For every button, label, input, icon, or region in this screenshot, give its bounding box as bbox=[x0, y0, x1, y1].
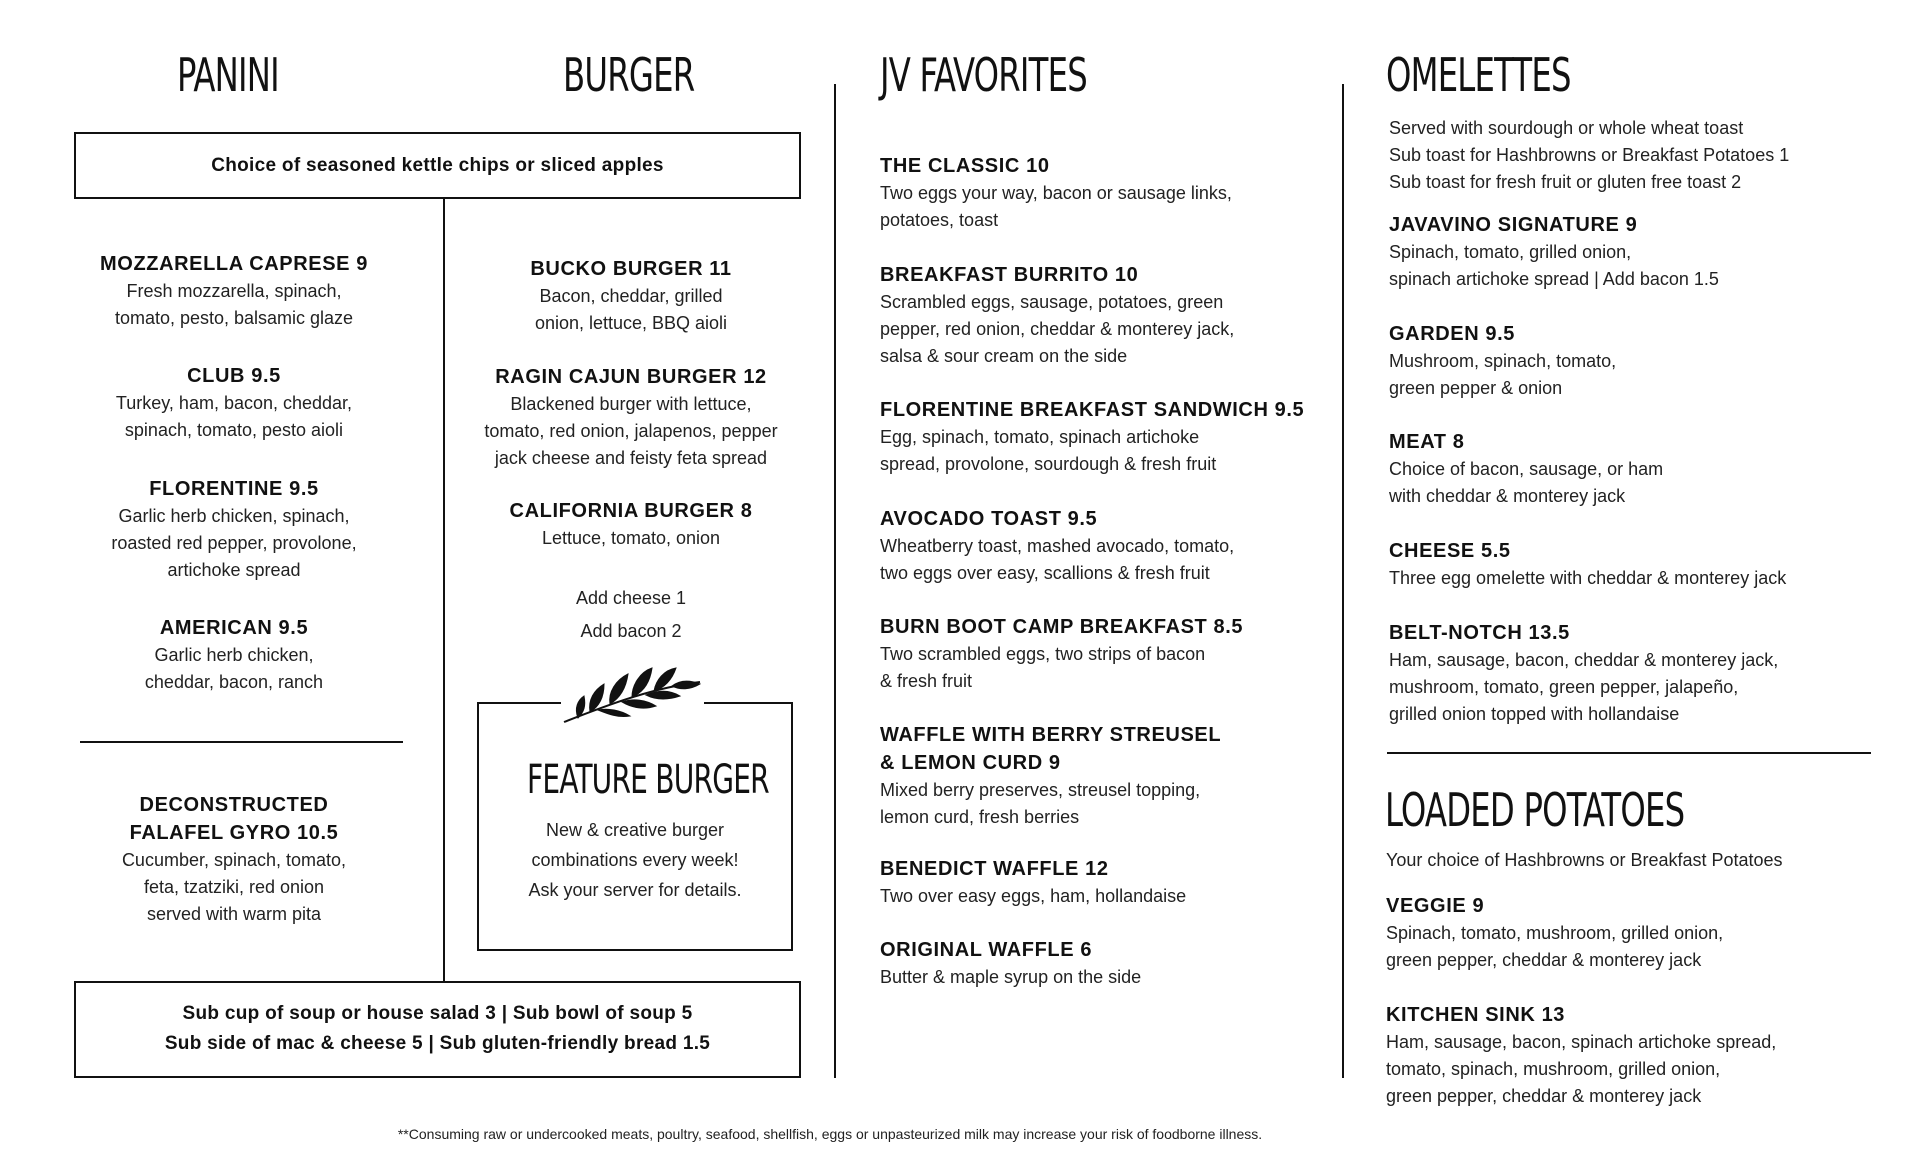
item-desc: Scrambled eggs, sausage, potatoes, green bbox=[880, 292, 1224, 312]
item-desc: served with warm pita bbox=[146, 904, 322, 924]
omelettes-title: OMELETTES bbox=[1386, 48, 1571, 102]
item-name: MOZZARELLA CAPRESE 9 bbox=[100, 253, 368, 275]
feature-line: combinations every week! bbox=[531, 850, 739, 870]
subs-line-1: Sub cup of soup or house salad 3 | Sub bowl of soup 5 bbox=[182, 1003, 693, 1024]
intro-line: Sub toast for Hashbrowns or Breakfast Potatoes 1 bbox=[1389, 145, 1790, 165]
item-desc: Turkey, ham, bacon, cheddar, bbox=[115, 393, 353, 413]
menu-item-american bbox=[74, 614, 394, 696]
menu-item-veggie bbox=[1386, 892, 1886, 974]
item-name: THE CLASSIC 10 bbox=[880, 155, 1050, 177]
item-desc: Two eggs your way, bacon or sausage links, bbox=[880, 183, 1232, 203]
item-name: FLORENTINE BREAKFAST SANDWICH 9.5 bbox=[880, 399, 1305, 421]
menu-item-garden bbox=[1389, 320, 1889, 402]
item-desc: Ham, sausage, bacon, spinach artichoke spread, bbox=[1386, 1032, 1777, 1052]
item-name: AVOCADO TOAST 9.5 bbox=[880, 508, 1098, 530]
item-name: WAFFLE WITH BERRY STREUSEL bbox=[880, 724, 1222, 746]
menu-item-belt-notch bbox=[1389, 619, 1889, 728]
menu-item-club bbox=[74, 362, 394, 444]
item-desc: grilled onion topped with hollandaise bbox=[1389, 704, 1680, 724]
menu-item-the-classic bbox=[880, 152, 1320, 234]
item-desc: Spinach, tomato, mushroom, grilled onion, bbox=[1386, 923, 1724, 943]
item-name: CLUB 9.5 bbox=[187, 365, 281, 387]
addon-bacon: Add bacon 2 bbox=[580, 621, 682, 641]
favorites-title: JV FAVORITES bbox=[880, 48, 1087, 102]
menu-item-cheese bbox=[1389, 537, 1889, 592]
item-name: RAGIN CAJUN BURGER 12 bbox=[495, 366, 767, 388]
item-desc: onion, lettuce, BBQ aioli bbox=[534, 313, 728, 333]
item-desc: Ham, sausage, bacon, cheddar & monterey jack, bbox=[1389, 650, 1779, 670]
item-desc: Garlic herb chicken, spinach, bbox=[118, 506, 350, 526]
menu-item-falafel-gyro bbox=[74, 791, 394, 928]
item-desc: tomato, spinach, mushroom, grilled onion, bbox=[1386, 1059, 1721, 1079]
burger-title: BURGER bbox=[563, 48, 695, 102]
omelettes-divider bbox=[1387, 752, 1871, 754]
item-name: CALIFORNIA BURGER 8 bbox=[509, 500, 753, 522]
feature-line: Ask your server for details. bbox=[528, 880, 742, 900]
sides-note: Choice of seasoned kettle chips or sliced apples bbox=[211, 155, 664, 176]
addon-cheese: Add cheese 1 bbox=[575, 588, 687, 608]
feature-burger-title: FEATURE BURGER bbox=[527, 757, 769, 803]
item-desc: spinach artichoke spread | Add bacon 1.5 bbox=[1389, 269, 1719, 289]
feature-box-top-right bbox=[704, 702, 793, 704]
feature-box-top-left bbox=[477, 702, 561, 704]
item-desc: tomato, red onion, jalapenos, pepper bbox=[484, 421, 778, 441]
sides-note-box bbox=[74, 132, 801, 199]
item-desc: two eggs over easy, scallions & fresh fruit bbox=[880, 563, 1210, 583]
item-desc: cheddar, bacon, ranch bbox=[144, 672, 324, 692]
column-divider-left bbox=[834, 84, 836, 1078]
burger-addons bbox=[446, 582, 816, 648]
menu-item-ragin-cajun-burger bbox=[446, 363, 816, 472]
column-divider-right bbox=[1342, 84, 1344, 1078]
item-desc: pepper, red onion, cheddar & monterey jack, bbox=[880, 319, 1235, 339]
item-desc: Wheatberry toast, mashed avocado, tomato, bbox=[880, 536, 1235, 556]
item-desc: potatoes, toast bbox=[880, 210, 999, 230]
item-name: BUCKO BURGER 11 bbox=[530, 258, 732, 280]
item-desc: Egg, spinach, tomato, spinach artichoke bbox=[880, 427, 1200, 447]
menu-item-california-burger bbox=[446, 497, 816, 552]
item-desc: roasted red pepper, provolone, bbox=[111, 533, 357, 553]
item-desc: salsa & sour cream on the side bbox=[880, 346, 1128, 366]
leaf-branch-icon bbox=[560, 660, 704, 730]
subs-box bbox=[74, 981, 801, 1078]
item-name: JAVAVINO SIGNATURE 9 bbox=[1389, 214, 1638, 236]
item-name: & LEMON CURD 9 bbox=[880, 752, 1061, 774]
intro-line: Served with sourdough or whole wheat toast bbox=[1389, 118, 1744, 138]
item-desc: lemon curd, fresh berries bbox=[880, 807, 1080, 827]
item-desc: green pepper & onion bbox=[1389, 378, 1563, 398]
item-desc: spinach, tomato, pesto aioli bbox=[124, 420, 344, 440]
feature-burger-desc bbox=[477, 815, 793, 905]
omelettes-intro bbox=[1389, 115, 1889, 196]
item-name: GARDEN 9.5 bbox=[1389, 323, 1516, 345]
item-desc: Three egg omelette with cheddar & monterey jack bbox=[1389, 568, 1787, 588]
menu-item-burn-boot-camp bbox=[880, 613, 1320, 695]
potatoes-intro: Your choice of Hashbrowns or Breakfast Potatoes bbox=[1386, 850, 1783, 870]
menu-item-original-waffle bbox=[880, 936, 1320, 991]
feature-line: New & creative burger bbox=[545, 820, 725, 840]
item-name: VEGGIE 9 bbox=[1386, 895, 1485, 917]
potatoes-title: LOADED POTATOES bbox=[1385, 783, 1685, 837]
item-desc: Choice of bacon, sausage, or ham bbox=[1389, 459, 1664, 479]
item-name: BREAKFAST BURRITO 10 bbox=[880, 264, 1139, 286]
item-desc: Lettuce, tomato, onion bbox=[541, 528, 721, 548]
menu-item-kitchen-sink bbox=[1386, 1001, 1896, 1110]
panini-divider bbox=[80, 741, 403, 743]
menu-item-florentine bbox=[74, 475, 394, 584]
item-desc: green pepper, cheddar & monterey jack bbox=[1386, 1086, 1702, 1106]
menu-item-javavino-signature bbox=[1389, 211, 1889, 293]
menu-item-breakfast-burrito bbox=[880, 261, 1320, 370]
item-desc: Bacon, cheddar, grilled bbox=[539, 286, 723, 306]
item-desc: jack cheese and feisty feta spread bbox=[494, 448, 768, 468]
item-desc: Spinach, tomato, grilled onion, bbox=[1389, 242, 1632, 262]
item-name: ORIGINAL WAFFLE 6 bbox=[880, 939, 1093, 961]
item-desc: Butter & maple syrup on the side bbox=[880, 967, 1142, 987]
item-desc: Garlic herb chicken, bbox=[154, 645, 314, 665]
menu-item-bucko-burger bbox=[446, 255, 816, 337]
item-name: KITCHEN SINK 13 bbox=[1386, 1004, 1566, 1026]
item-name: FALAFEL GYRO 10.5 bbox=[129, 822, 339, 844]
item-desc: artichoke spread bbox=[167, 560, 301, 580]
menu-item-mozzarella-caprese bbox=[74, 250, 394, 332]
item-desc: mushroom, tomato, green pepper, jalapeño, bbox=[1389, 677, 1739, 697]
item-desc: with cheddar & monterey jack bbox=[1389, 486, 1626, 506]
item-desc: green pepper, cheddar & monterey jack bbox=[1386, 950, 1702, 970]
item-name: FLORENTINE 9.5 bbox=[149, 478, 319, 500]
item-desc: Two scrambled eggs, two strips of bacon bbox=[880, 644, 1206, 664]
item-desc: spread, provolone, sourdough & fresh fruit bbox=[880, 454, 1217, 474]
item-desc: Two over easy eggs, ham, hollandaise bbox=[880, 886, 1187, 906]
item-name: MEAT 8 bbox=[1389, 431, 1465, 453]
item-desc: Blackened burger with lettuce, bbox=[510, 394, 752, 414]
panini-title: PANINI bbox=[177, 48, 279, 102]
item-name: CHEESE 5.5 bbox=[1389, 540, 1511, 562]
item-desc: Fresh mozzarella, spinach, bbox=[126, 281, 342, 301]
menu-item-waffle-berry-streusel bbox=[880, 721, 1320, 831]
menu-item-meat bbox=[1389, 428, 1889, 510]
footer-disclaimer: **Consuming raw or undercooked meats, poultry, seafood, shellfish, eggs or unpasteurized milk may increase your risk of foodborne illness. bbox=[397, 1126, 1263, 1142]
item-desc: & fresh fruit bbox=[880, 671, 973, 691]
intro-line: Sub toast for fresh fruit or gluten free toast 2 bbox=[1389, 172, 1742, 192]
item-name: DECONSTRUCTED bbox=[139, 794, 329, 816]
menu-item-florentine-sandwich bbox=[880, 396, 1330, 478]
item-name: BURN BOOT CAMP BREAKFAST 8.5 bbox=[880, 616, 1244, 638]
menu-item-benedict-waffle bbox=[880, 855, 1320, 910]
item-desc: tomato, pesto, balsamic glaze bbox=[114, 308, 354, 328]
item-name: BENEDICT WAFFLE 12 bbox=[880, 858, 1109, 880]
item-name: BELT-NOTCH 13.5 bbox=[1389, 622, 1570, 644]
menu-item-avocado-toast bbox=[880, 505, 1320, 587]
item-name: AMERICAN 9.5 bbox=[159, 617, 309, 639]
item-desc: Cucumber, spinach, tomato, bbox=[121, 850, 347, 870]
item-desc: Mushroom, spinach, tomato, bbox=[1389, 351, 1617, 371]
panini-burger-divider bbox=[443, 199, 445, 983]
item-desc: Mixed berry preserves, streusel topping, bbox=[880, 780, 1201, 800]
subs-line-2: Sub side of mac & cheese 5 | Sub gluten-friendly bread 1.5 bbox=[164, 1033, 711, 1054]
item-desc: feta, tzatziki, red onion bbox=[143, 877, 325, 897]
